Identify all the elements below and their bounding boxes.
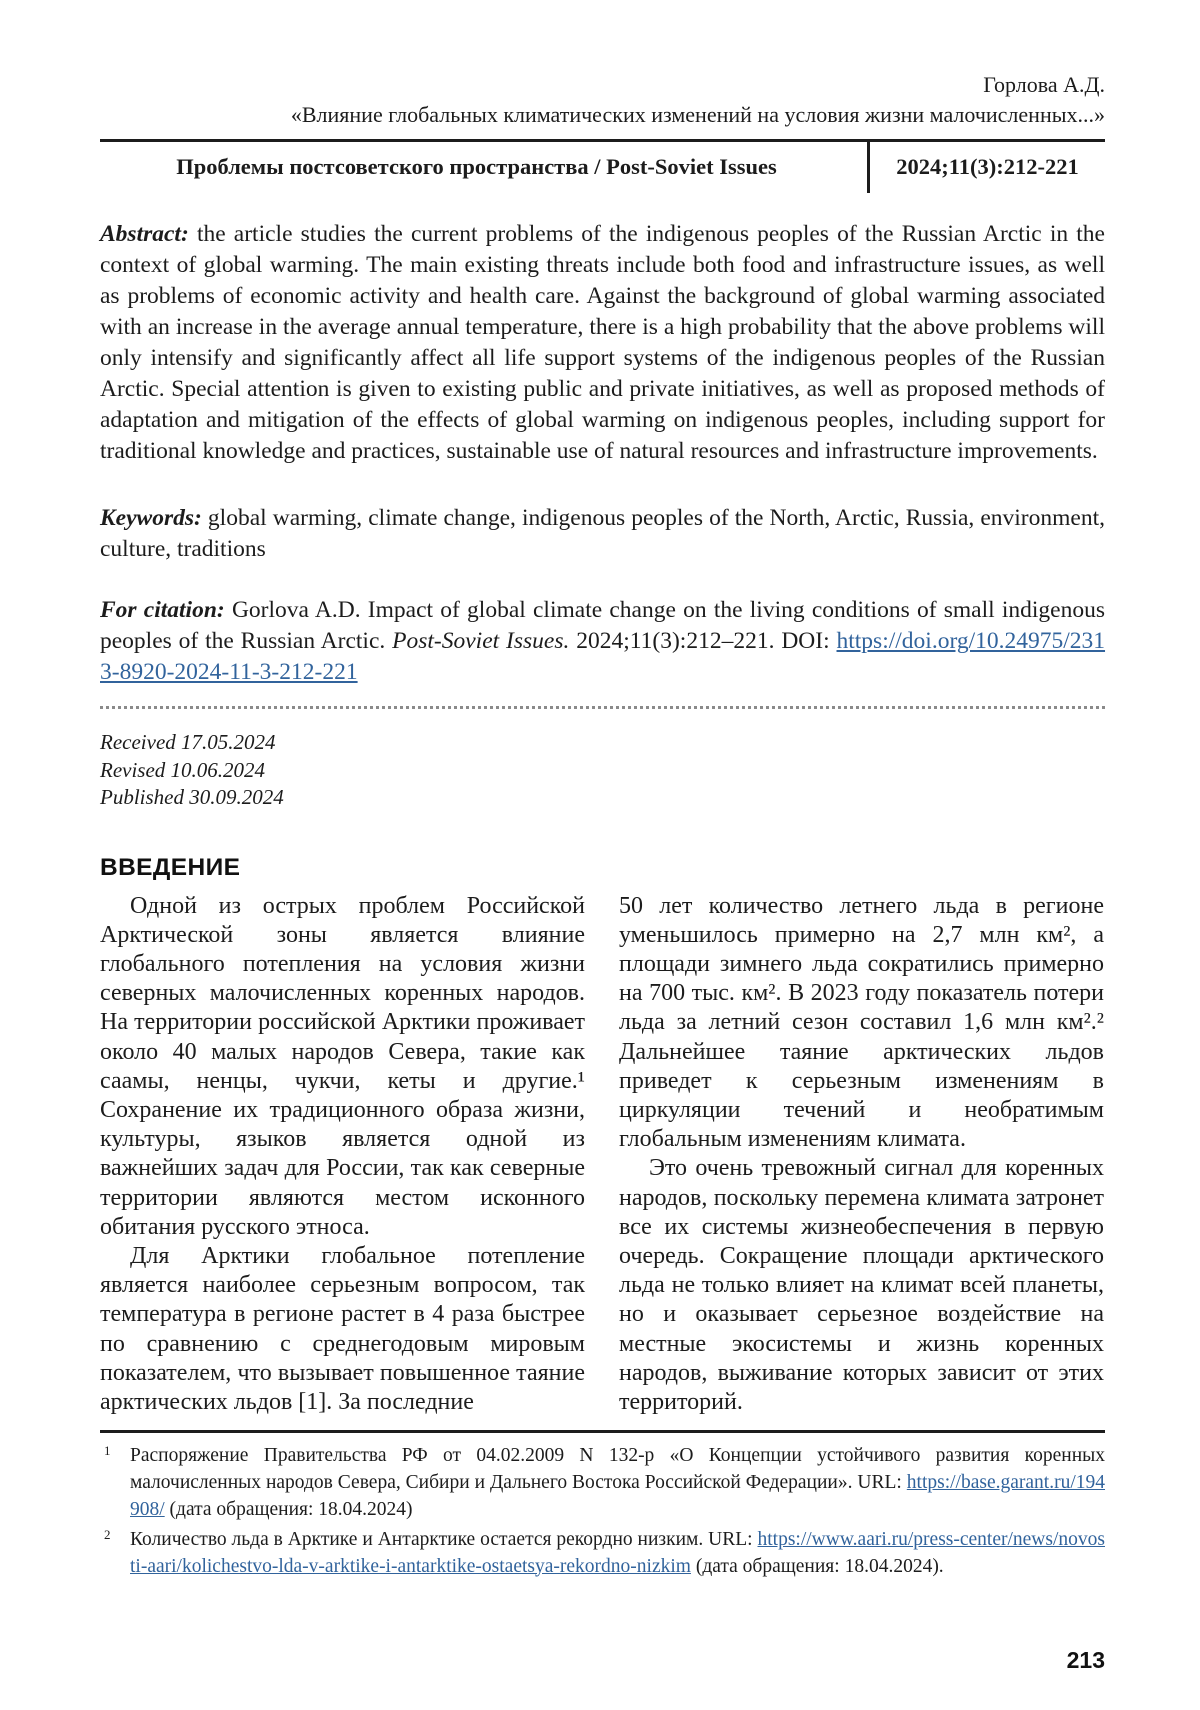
doi-link[interactable]: https://doi.org/10.24975/2313-8920-2024-11-3-212-221 bbox=[100, 628, 1106, 685]
journal-title: Проблемы постсоветского пространства / Post-Soviet Issues bbox=[100, 142, 870, 193]
abstract-label: Abstract: bbox=[100, 221, 189, 247]
footnote-link[interactable]: https://base.garant.ru/194908/ bbox=[130, 1471, 1106, 1520]
footnote-number: 2 bbox=[104, 1526, 111, 1542]
received-date: Received 17.05.2024 bbox=[100, 730, 276, 754]
footnote bbox=[100, 1442, 1105, 1523]
footnote-date: (дата обращения: 18.04.2024) bbox=[169, 1498, 413, 1520]
citation-text: Gorlova A.D. Impact of global climate change on the living conditions of small indigenous peoples of the Russian Arctic. bbox=[100, 597, 1105, 654]
citation-journal: Post-Soviet Issues. bbox=[392, 628, 570, 654]
journal-issue: 2024;11(3):212-221 bbox=[896, 154, 1079, 179]
introduction-columns bbox=[100, 892, 1105, 1430]
footnote bbox=[100, 1526, 1105, 1580]
footnote-text: Количество льда в Арктике и Антарктике остается рекордно низким. URL: bbox=[130, 1528, 753, 1550]
intro-paragraph: 50 лет количество летнего льда в регионе уменьшилось примерно на 2,7 млн км², а площади зимнего льда сократились примерно на 700 тыс. км². В 2023 году показатель потери льда за летний сезон составил 1,6 млн км².² Дальнейшее таяние арктических льдов приведет к серьезным изменениям в циркуляции течений и необратимым глобальным изменениям климата. bbox=[619, 892, 1104, 1153]
intro-paragraph: Это очень тревожный сигнал для коренных народов, поскольку перемена климата затронет все их системы жизнеобеспечения в первую очередь. Сокращение площади арктического льда не только влияет на климат всей планеты, но и оказывает серьезное воздействие на местные экосистемы и жизнь коренных народов, выживание которых зависит от этих территорий. bbox=[619, 1155, 1104, 1415]
footnotes bbox=[100, 1442, 1105, 1580]
keywords-paragraph bbox=[100, 503, 1105, 565]
intro-column-left bbox=[100, 892, 585, 1430]
intro-paragraph: Для Арктики глобальное потепление является наиболее серьезным вопросом, так температура в регионе растет в 4 раза быстрее по сравнению с среднегодовым мировым показателем, что вызывает повышенное таяние арктических льдов [1]. За последние bbox=[100, 1242, 585, 1415]
dotted-divider bbox=[100, 706, 1105, 709]
journal-bar bbox=[100, 139, 1105, 193]
keywords-text: global warming, climate change, indigenous peoples of the North, Arctic, Russia, environment, culture, traditions bbox=[100, 505, 1106, 562]
intro-paragraph: Одной из острых проблем Российской Арктической зоны является влияние глобального потепления на условия жизни северных малочисленных коренных народов. На территории российской Арктики проживает около 40 малых народов Севера, такие как саамы, ненцы, чукчи, кеты и другие.¹ Сохранение их традиционного образа жизни, культуры, языков является одной из важнейших задач для России, так как северные территории являются местом исконного обитания русского этноса. bbox=[100, 892, 585, 1240]
citation-issue: 2024;11(3):212–221. DOI: bbox=[576, 628, 830, 654]
keywords-label: Keywords: bbox=[100, 505, 202, 531]
citation-paragraph bbox=[100, 595, 1105, 688]
running-head-title: «Влияние глобальных климатических изменений на условия жизни малочисленных...» bbox=[290, 102, 1105, 127]
footnote-number: 1 bbox=[104, 1442, 111, 1458]
abstract-text: the article studies the current problems of the indigenous peoples of the Russian Arctic in the context of global warming. The main existing threats include both food and infrastructure issues, as well as problems of economic activity and health care. Against the background of global warming associated with an increase in the average annual temperature, there is a high probability that the above problems will only intensify and significantly affect all life support systems of the indigenous peoples of the Russian Arctic. Special attention is given to existing public and private initiatives, as well as proposed methods of adaptation and mitigation of the effects of global warming on indigenous peoples, including support for traditional knowledge and practices, sustainable use of natural resources and infrastructure improvements. bbox=[100, 221, 1105, 464]
introduction-heading: ВВЕДЕНИЕ bbox=[100, 853, 241, 881]
running-head bbox=[100, 70, 1105, 130]
footnote-date: (дата обращения: 18.04.2024). bbox=[695, 1555, 944, 1577]
revised-date: Revised 10.06.2024 bbox=[100, 757, 266, 782]
intro-column-right bbox=[619, 892, 1104, 1430]
footnote-divider bbox=[100, 1430, 1105, 1433]
citation-label: For citation: bbox=[100, 597, 225, 623]
article-dates bbox=[100, 729, 1105, 812]
abstract-paragraph bbox=[100, 219, 1105, 467]
page-number: 213 bbox=[1066, 1647, 1105, 1673]
published-date: Published 30.09.2024 bbox=[100, 785, 284, 809]
footnote-link[interactable]: https://www.aari.ru/press-center/news/novosti-aari/kolichestvo-lda-v-arktike-i-antarktike-ostaetsya-rekordno-nizkim bbox=[130, 1528, 1105, 1577]
footnote-text: Распоряжение Правительства РФ от 04.02.2009 N 132-р «О Концепции устойчивого развития коренных малочисленных народов Севера, Сибири и Дальнего Востока Российской Федерации». URL: bbox=[130, 1444, 1105, 1493]
running-head-author: Горлова А.Д. bbox=[983, 72, 1105, 97]
